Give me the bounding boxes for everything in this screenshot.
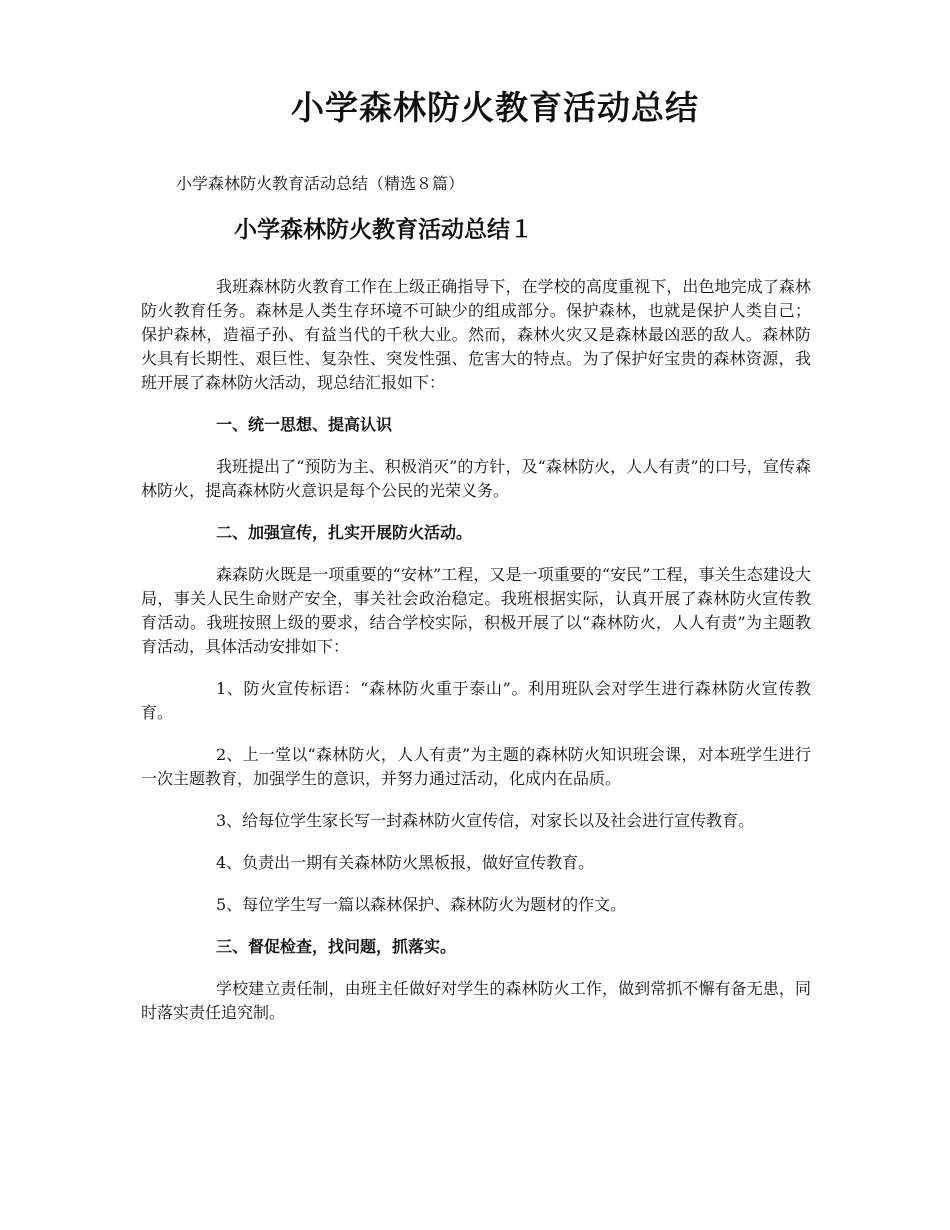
paragraph-publicity: 森森防火既是一项重要的“安林”工程，又是一项重要的“安民”工程，事关生态建设大局，事关人民生命财产安全，事关社会政治稳定。我班根据实际，认真开展了森林防火宣传教育活动。我班按照上级的要求，结合学校实际，积极开展了以“森林防火，人人有责”为主题教育活动，具体活动安排如下： xyxy=(141,565,811,656)
list-item-1: 1、防火宣传标语：“森林防火重于泰山”。利用班队会对学生进行森林防火宣传教育。 xyxy=(141,679,811,722)
document-title: 小学森林防火教育活动总结 xyxy=(291,88,699,127)
list-item-3: 3、给每位学生家长写一封森林防火宣传信，对家长以及社会进行宣传教育。 xyxy=(216,811,755,830)
document-subtitle: 小学森林防火教育活动总结（精选８篇） xyxy=(176,174,465,193)
list-item-5: 5、每位学生写一篇以森林保护、森林防火为题材的作文。 xyxy=(216,895,627,914)
heading-inspection: 三、督促检查，找问题，抓落实。 xyxy=(216,937,457,956)
heading-publicity: 二、加强宣传，扎实开展防火活动。 xyxy=(216,523,473,542)
section-title: 小学森林防火教育活动总结１ xyxy=(234,217,533,243)
paragraph-slogan: 我班提出了“预防为主、积极消灭”的方针，及“森林防火，人人有责”的口号，宣传森林防火，提高森林防火意识是每个公民的光荣义务。 xyxy=(141,457,811,500)
list-item-2: 2、上一堂以“森林防火，人人有责”为主题的森林防火知识班会课，对本班学生进行一次主题教育，加强学生的意识，并努力通过活动，化成内在品质。 xyxy=(141,745,811,788)
document-body xyxy=(141,275,811,1043)
heading-unify-thinking: 一、统一思想、提高认识 xyxy=(216,415,393,434)
list-item-4: 4、负责出一期有关森林防火黑板报，做好宣传教育。 xyxy=(216,853,595,872)
paragraph-responsibility: 学校建立责任制，由班主任做好对学生的森林防火工作，做到常抓不懈有备无患，同时落实责任追究制。 xyxy=(141,979,811,1022)
intro-paragraph: 我班森林防火教育工作在上级正确指导下，在学校的高度重视下，出色地完成了森林防火教育任务。森林是人类生存环境不可缺少的组成部分。保护森林，也就是保护人类自己；保护森林，造福子孙、有益当代的千秋大业。然而，森林火灾又是森林最凶恶的敌人。森林防火具有长期性、艰巨性、复杂性、突发性强、危害大的特点。为了保护好宝贵的森林资源，我班开展了森林防火活动，现总结汇报如下： xyxy=(141,277,811,392)
